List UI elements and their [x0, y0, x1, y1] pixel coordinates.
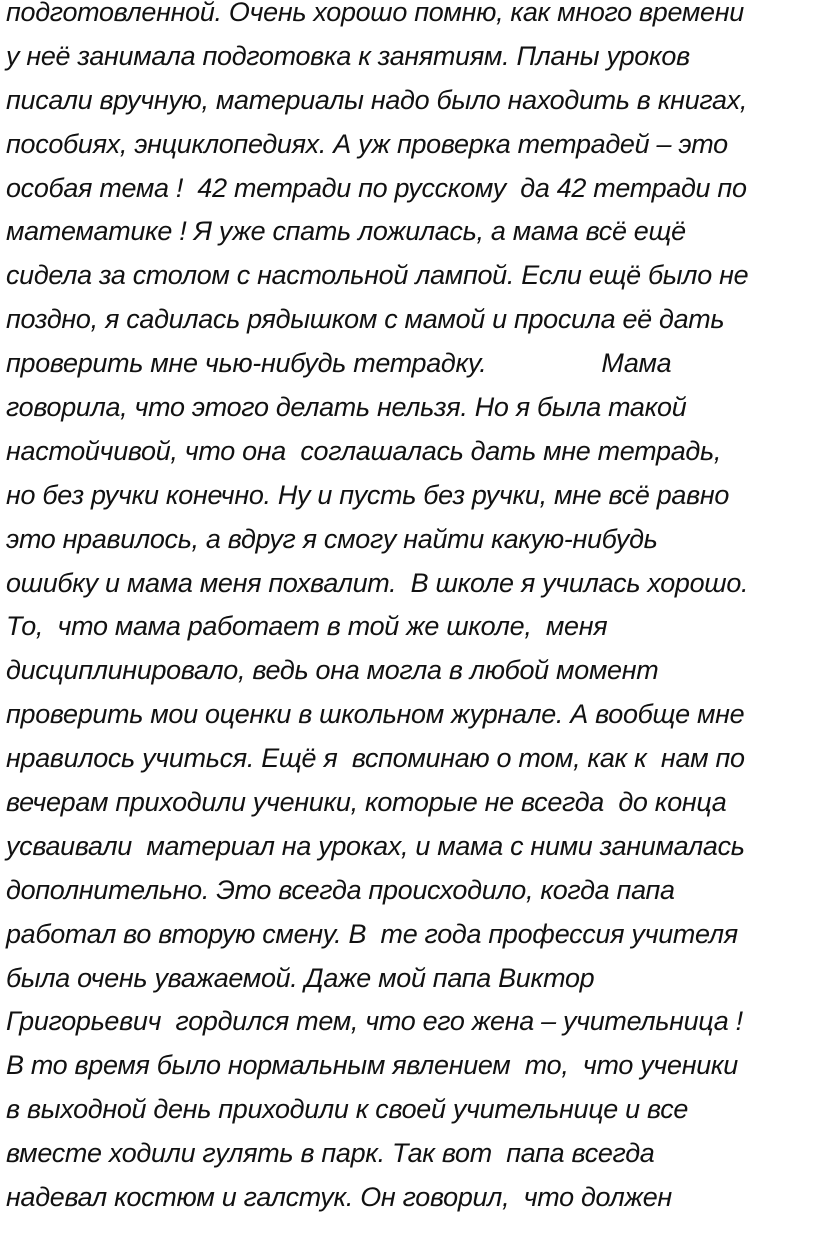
text-line: нравилось учиться. Ещё я вспоминаю о том, как к нам по — [6, 743, 745, 774]
text-line: особая тема ! 42 тетради по русскому да 42 тетради по — [6, 172, 747, 203]
text-line: усваивали материал на уроках, и мама с ними занималась — [6, 830, 745, 861]
text-line: вечерам приходили ученики, которые не всегда до конца — [6, 787, 727, 818]
text-line: дополнительно. Это всегда происходило, когда папа — [6, 874, 675, 905]
text-line: пособиях, энциклопедиях. А уж проверка тетрадей – это — [6, 128, 728, 159]
text-line: проверить мне чью-нибудь тетрадку. Мама — [6, 348, 672, 379]
text-line: вместе ходили гулять в парк. Так вот папа всегда — [6, 1138, 655, 1169]
text-line: Григорьевич гордился тем, что его жена – учительница ! — [6, 1006, 743, 1037]
text-line: В то время было нормальным явлением то, что ученики — [6, 1050, 738, 1081]
text-line: математике ! Я уже спать ложилась, а мама всё ещё — [6, 216, 686, 247]
text-line: надевал костюм и галстук. Он говорил, что должен — [6, 1182, 672, 1213]
text-line: писали вручную, материалы надо было находить в книгах, — [6, 84, 748, 115]
text-line: дисциплинировало, ведь она могла в любой момент — [6, 655, 659, 686]
text-line: сидела за столом с настольной лампой. Если ещё было не — [6, 260, 749, 291]
document-text — [6, 0, 816, 1220]
text-line: проверить мои оценки в школьном журнале. А вообще мне — [6, 699, 745, 730]
text-line: в выходной день приходили к своей учительнице и все — [6, 1094, 689, 1125]
text-line: говорила, что этого делать нельзя. Но я была такой — [6, 392, 687, 423]
text-line: То, что мама работает в той же школе, меня — [6, 611, 608, 642]
text-line: поздно, я садилась рядышком с мамой и просила её дать — [6, 304, 725, 335]
text-line: была очень уважаемой. Даже мой папа Виктор — [6, 962, 595, 993]
text-line: у неё занимала подготовка к занятиям. Планы уроков — [6, 40, 690, 71]
text-line: подготовленной. Очень хорошо помню, как много времени — [6, 0, 744, 27]
text-line: работал во вторую смену. В те года профессия учителя — [6, 918, 738, 949]
text-line: настойчивой, что она соглашалась дать мне тетрадь, — [6, 435, 722, 466]
text-line: это нравилось, а вдруг я смогу найти какую-нибудь — [6, 523, 658, 554]
text-line: ошибку и мама меня похвалит. В школе я училась хорошо. — [6, 567, 749, 598]
text-line: но без ручки конечно. Ну и пусть без ручки, мне всё равно — [6, 479, 730, 510]
